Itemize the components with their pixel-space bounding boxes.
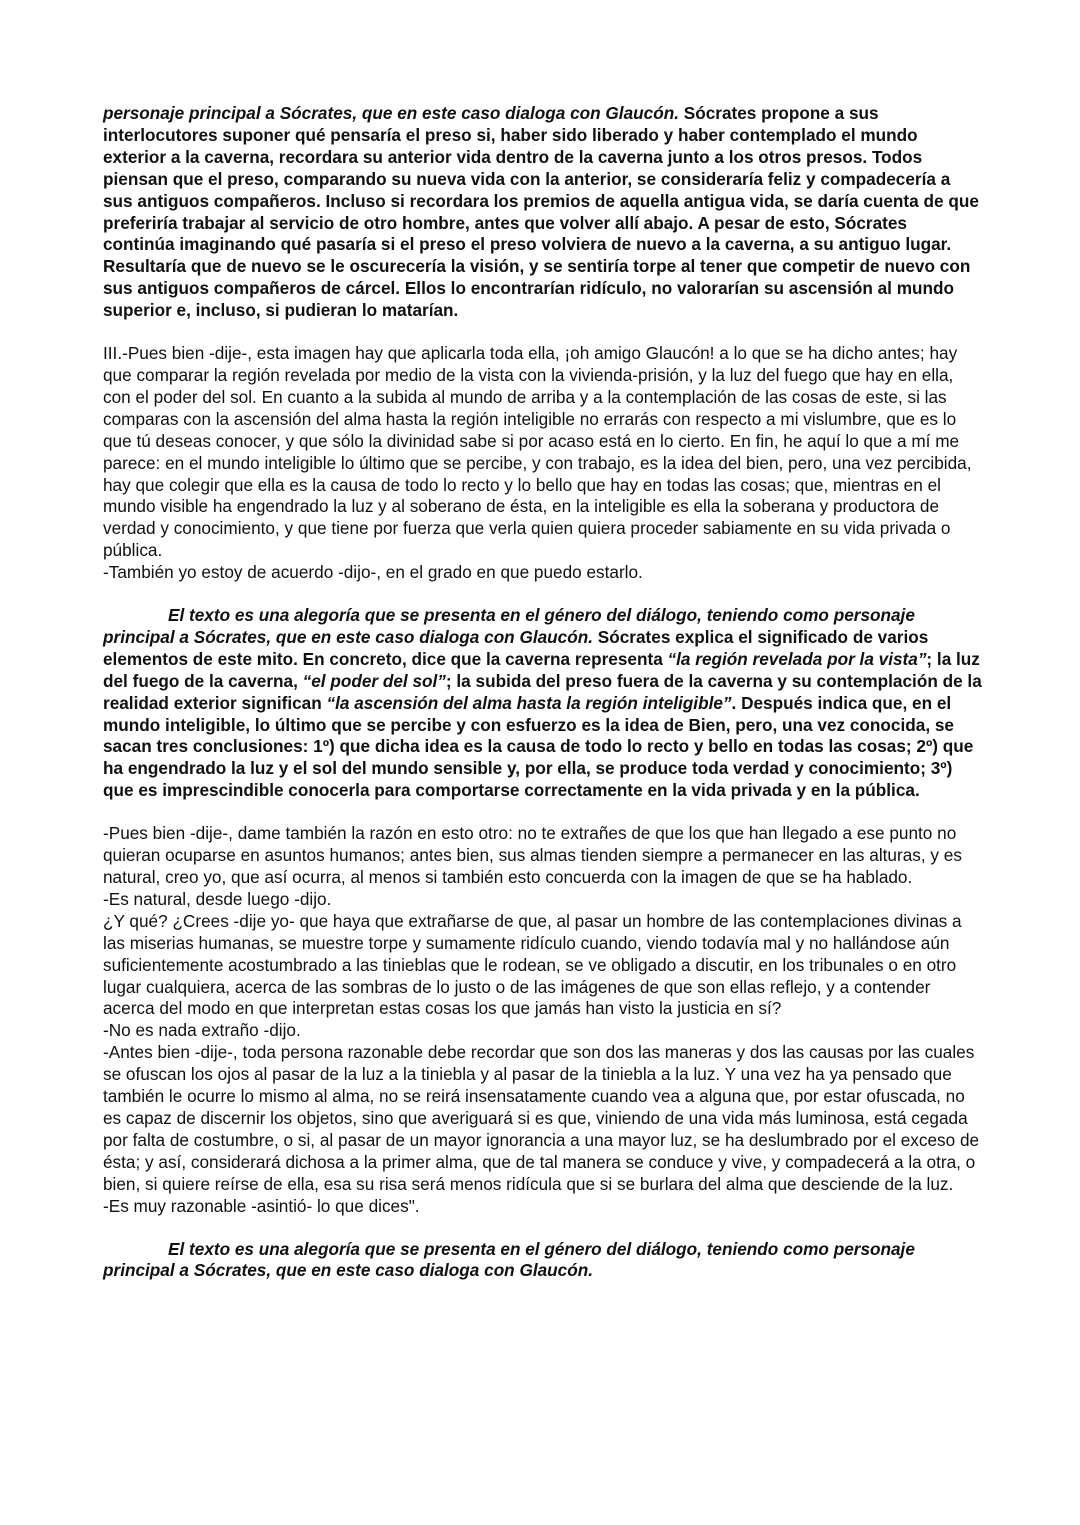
quote-3-p5: -Antes bien -dije-, toda persona razonable debe recordar que son dos las maneras y dos las causas por las cuales se ofuscan los ojos al pasar de la luz a la tiniebla y al pasar de la tiniebla a la luz. Y una vez ha ya pensado que también le ocurre lo mismo al alma, no se reirá insensatamente cuando vea a alguna que, por estar ofuscada, no es capaz de discernir los objetos, sino que averiguará si es que, viniendo de una vida más luminosa, está cegada por falta de costumbre, o si, al pasar de un mayor ignorancia a una mayor luz, se ha deslumbrado por el exceso de ésta; y así, considerará dichosa a la primer alma, que de tal manera se conduce y vive, y compadecerá a la otra, o bien, si quiere reírse de ella, esa su risa será menos ridícula que si se burlara del alma que desciende de la luz. xyxy=(103,1042,980,1194)
commentary-2-quote1: “la región revelada por la vista” xyxy=(667,648,927,669)
quote-paragraph-2 xyxy=(103,343,983,584)
quote-2-reply: -También yo estoy de acuerdo -dijo-, en el grado en que puedo estarlo. xyxy=(103,562,643,583)
quote-3-p1: -Pues bien -dije-, dame también la razón en esto otro: no te extrañes de que los que han llegado a ese punto no quieran ocuparse en asuntos humanos; antes bien, sus almas tienden siempre a permanecer en las alturas, y es natural, creo yo, que así ocurra, al menos si también esto concuerda con la imagen de que se ha hablado. xyxy=(103,823,962,887)
quote-2-text: III.-Pues bien -dije-, esta imagen hay que aplicarla toda ella, ¡oh amigo Glaucón! a lo que se ha dicho antes; hay que comparar la región revelada por medio de la vista con la vivienda-prisión, y la luz del fuego que hay en ella, con el poder del sol. En cuanto a la subida al mundo de arriba y a la contemplación de las cosas de este, si las comparas con la ascensión del alma hasta la región inteligible no errarás con respecto a mi vislumbre, que es lo que tú deseas conocer, y que sólo la divinidad sabe si por acaso está en lo cierto. En fin, he aquí lo que a mí me parece: en el mundo inteligible lo último que se percibe, y con trabajo, es la idea del bien, pero, una vez percibida, hay que colegir que ella es la causa de todo lo recto y lo bello que hay en todas las cosas; que, mientras en el mundo visible ha engendrado la luz y al soberano de ésta, en la inteligible es ella la soberana y productora de verdad y conocimiento, y que tiene por fuerza que verla quien quiera proceder sabiamente en su vida privada o pública. xyxy=(103,343,972,561)
quote-3-p2: -Es natural, desde luego -dijo. xyxy=(103,888,332,909)
commentary-2-quote2: “el poder del sol” xyxy=(302,670,446,691)
quote-3-p3: ¿Y qué? ¿Crees -dije yo- que haya que extrañarse de que, al pasar un hombre de las contemplaciones divinas a las miserias humanas, se muestre torpe y sumamente ridículo cuando, viendo todavía mal y no hallándose aún suficientemente acostumbrado a las tinieblas que le rodean, se ve obligado a discutir, en los tribunales o en otro lugar cualquiera, acerca de las sombras de lo justo o de las imágenes de que son ellas reflejo, y a contender acerca del modo en que interpretan estas cosas los que jamás han visto la justicia en sí? xyxy=(103,910,962,1019)
commentary-paragraph-2 xyxy=(103,605,983,802)
commentary-2-part4: . Después indica que, en el mundo inteligible, lo último que se percibe y con esfuerzo es la idea de Bien, pero, una vez conocida, se sacan tres conclusiones: 1º) que dicha idea es la causa de todo lo recto y bello en todas las cosas; 2º) que ha engendrado la luz y el sol del mundo sensible y, por ella, se produce toda verdad y conocimiento; 3º) que es imprescindible conocerla para comportarse correctamente en la vida privada y en la pública. xyxy=(103,692,974,801)
document-page xyxy=(103,103,983,1282)
quote-3-p4: -No es nada extraño -dijo. xyxy=(103,1020,301,1041)
commentary-paragraph-3 xyxy=(103,1239,983,1283)
commentary-intro-2: El texto es una alegoría que se presenta en el género del diálogo, teniendo como personaje principal a Sócrates, que en este caso dialoga con Glaucón. xyxy=(103,605,915,647)
commentary-paragraph-1 xyxy=(103,103,983,322)
quote-paragraph-3 xyxy=(103,823,983,1217)
commentary-2-part3: ; la subida del preso fuera de la caverna y su contemplación de la realidad exterior significan xyxy=(103,670,982,713)
commentary-intro-1: personaje principal a Sócrates, que en este caso dialoga con Glaucón. xyxy=(103,103,679,123)
commentary-intro-3: El texto es una alegoría que se presenta en el género del diálogo, teniendo como personaje principal a Sócrates, que en este caso dialoga con Glaucón. xyxy=(103,1238,915,1281)
commentary-2-quote3: “la ascensión del alma hasta la región inteligible” xyxy=(326,692,732,713)
commentary-2-part1: Sócrates explica el significado de varios elementos de este mito. En concreto, dice que la caverna representa xyxy=(103,626,929,669)
commentary-body-1: Sócrates propone a sus interlocutores suponer qué pensaría el preso si, haber sido liberado y haber contemplado el mundo exterior a la caverna, recordara su anterior vida dentro de la caverna junto a los otros presos. Todos piensan que el preso, comparando su nueva vida con la anterior, se consideraría feliz y compadecería a sus antiguos compañeros. Incluso si recordara los premios de aquella antigua vida, se daría cuenta de que preferiría trabajar al servicio de otro hombre, antes que volver allí abajo. A pesar de esto, Sócrates continúa imaginando qué pasaría si el preso el preso volviera de nuevo a la caverna, a su antiguo lugar. Resultaría que de nuevo se le oscurecería la visión, y se sentiría torpe al tener que competir de nuevo con sus antiguos compañeros de cárcel. Ellos lo encontrarían ridículo, no valorarían su ascensión al mundo superior e, incluso, si pudieran lo matarían. xyxy=(103,103,979,321)
commentary-2-part2: ; la luz del fuego de la caverna, xyxy=(103,648,980,691)
quote-3-p6: -Es muy razonable -asintió- lo que dices". xyxy=(103,1195,420,1216)
